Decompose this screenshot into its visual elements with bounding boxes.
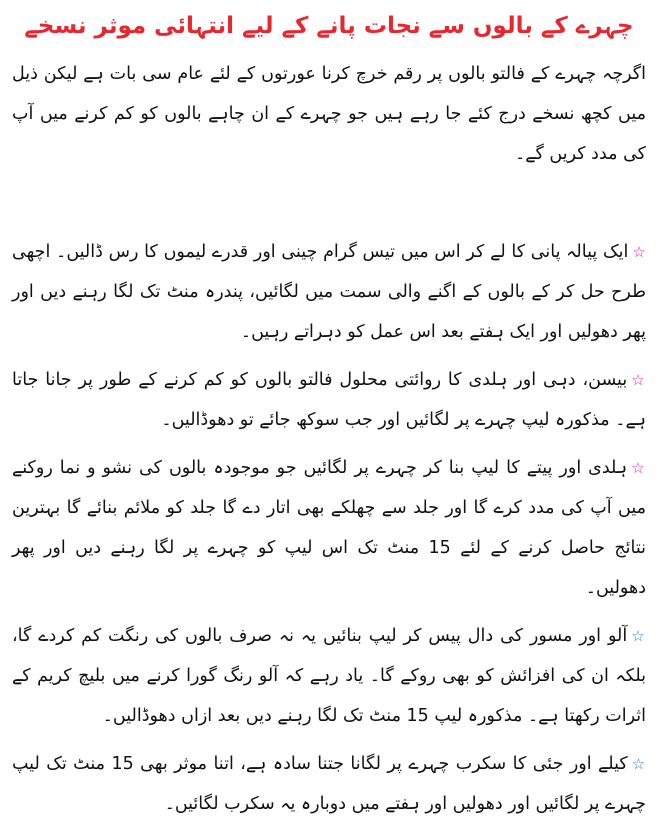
star-icon: ☆ <box>632 243 646 261</box>
star-icon: ☆ <box>631 371 646 389</box>
tip-item <box>12 616 646 736</box>
tip-item <box>12 448 646 608</box>
star-icon: ☆ <box>631 459 646 477</box>
star-icon: ☆ <box>631 755 646 773</box>
article-title: چہرے کے بالوں سے نجات پانے کے لیے انتہائی موثر نسخے <box>24 13 634 39</box>
star-icon: ☆ <box>631 627 646 645</box>
tip-text: ایک پیالہ پانی کا لے کر اس میں تیس گرام چینی اور قدرے لیموں کا رس ڈالیں۔ اچھی طرح حل کر کے بالوں کے اگنے والی سمت میں لگائیں، پندرہ منٹ تک لگا رہنے دیں اور پھر دھولیں اور ایک ہفتے بعد اس عمل کو دہراتے رہیں۔ <box>12 242 646 342</box>
tip-item <box>12 744 646 824</box>
section-gap <box>12 174 646 232</box>
tip-text: بیسن، دہی اور ہلدی کا روائتی محلول فالتو بالوں کو کم کرنے کے طور پر جانا جاتا ہے۔ مذکورہ لیپ چہرے پر لگائیں اور جب سوکھ جائے تو دھوڈالیں۔ <box>12 370 646 430</box>
tip-item <box>12 232 646 352</box>
tip-item <box>12 360 646 440</box>
intro-paragraph: اگرچہ چہرے کے فالتو بالوں پر رقم خرچ کرنا عورتوں کے لئے عام سی بات ہے لیکن ذیل میں کچھ نسخے درج کئے جا رہے ہیں جو چہرے کے ان چاہے بالوں کو کم کرنے میں آپ کی مدد کریں گے۔ <box>12 64 646 164</box>
tip-text: آلو اور مسور کی دال پیس کر لیپ بنائیں یہ نہ صرف بالوں کی رنگت کم کردے گا، بلکہ ان کی افزائش کو بھی روکے گا۔ یاد رہے کہ آلو رنگ گورا کرنے میں بلیچ کریم کے اثرات رکھتا ہے۔ مذکورہ لیپ 15 منٹ تک لگا رہنے دیں بعد ازاں دھوڈالیں۔ <box>12 626 646 726</box>
tip-text: ہلدی اور پیتے کا لیپ بنا کر چہرے پر لگائیں جو موجودہ بالوں کی نشو و نما روکنے میں آپ کی مدد کرے گا اور جلد سے چھلکے بھی اتار دے گا جلد کو ملائم بنائے گا بہترین نتائج حاصل کرنے کے لئے 15 منٹ تک اس لیپ کو چہرے پر لگا رہنے دیں اور پھر دھولیں۔ <box>12 458 647 598</box>
tip-text: کیلے اور جئی کا سکرب چہرے پر لگانا جتنا سادہ ہے، اتنا موثر بھی 15 منٹ تک لیپ چہرے پر لگائیں اور دھولیں اور ہفتے میں دوبارہ یہ سکرب لگائیں۔ <box>12 754 646 814</box>
